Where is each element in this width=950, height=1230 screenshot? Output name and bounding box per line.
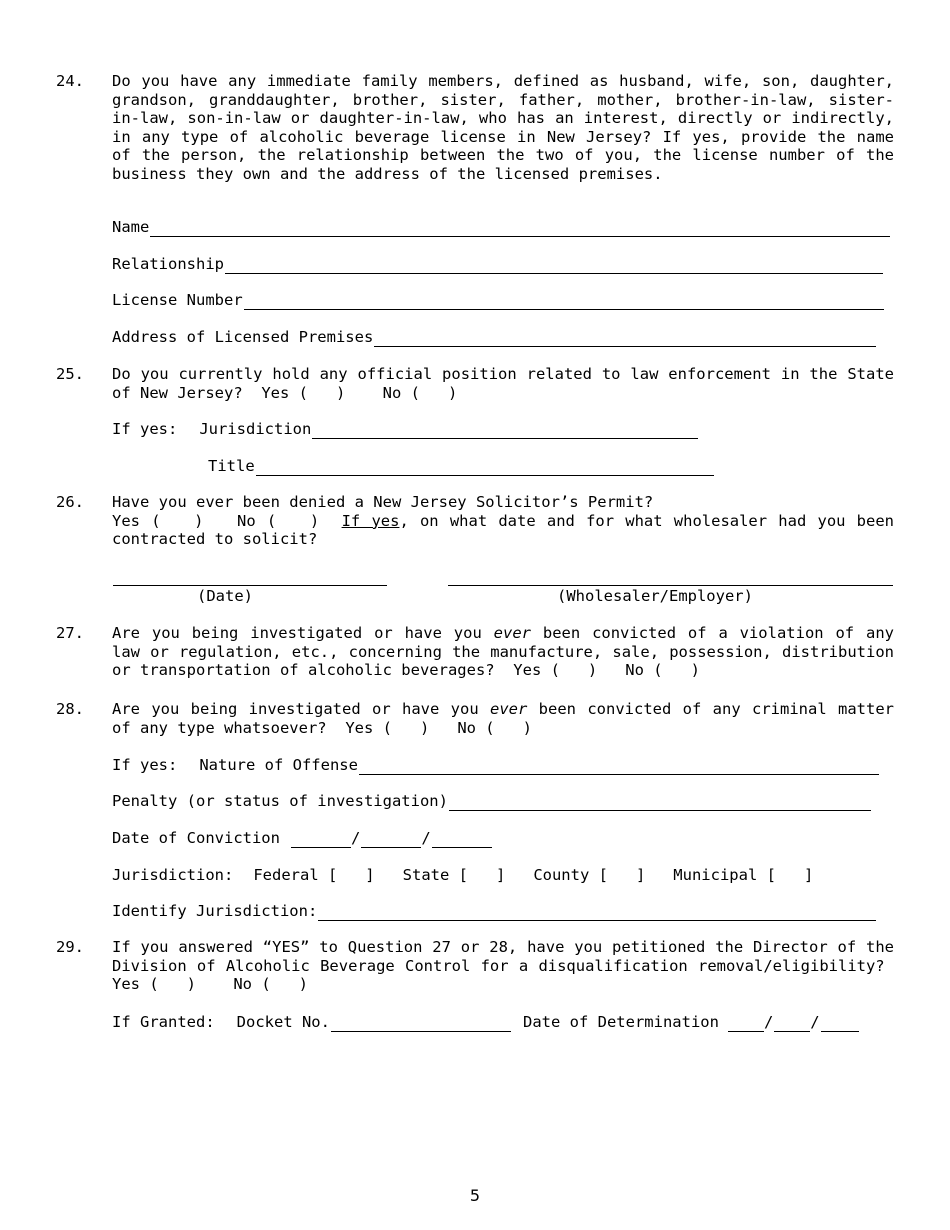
q24-relationship-row xyxy=(112,255,883,274)
if-yes-label: If yes: xyxy=(112,420,178,438)
municipal-checkbox[interactable]: Municipal [ ] xyxy=(673,866,814,884)
title-field[interactable] xyxy=(256,461,714,476)
question-number: 28. xyxy=(56,700,84,718)
wholesaler-field[interactable] xyxy=(448,571,893,586)
conviction-label: Date of Conviction xyxy=(112,829,280,847)
q25-text: Do you currently hold any official position related to law enforcement in the State of New Jersey? xyxy=(112,365,894,402)
identify-jurisdiction-field[interactable] xyxy=(318,906,876,921)
q26-no-checkbox[interactable]: No ( ) xyxy=(237,511,320,530)
q24-name-row xyxy=(112,218,890,237)
question-26 xyxy=(56,493,894,549)
question-29 xyxy=(56,938,894,994)
title-label: Title xyxy=(208,457,255,475)
q25-yes-checkbox[interactable]: Yes ( ) xyxy=(261,383,346,402)
q27-no-checkbox[interactable]: No ( ) xyxy=(625,661,700,680)
q26-text-line1: Have you ever been denied a New Jersey Solicitor’s Permit? xyxy=(112,493,654,511)
name-label: Name xyxy=(112,218,150,236)
date-field[interactable] xyxy=(113,571,387,586)
identify-jurisdiction-label: Identify Jurisdiction: xyxy=(112,902,318,920)
question-text xyxy=(112,365,894,402)
license-number-label: License Number xyxy=(112,291,243,309)
q27-text-a: Are you being investigated or have you xyxy=(112,624,482,642)
name-field[interactable] xyxy=(150,222,890,237)
jurisdiction-label: Jurisdiction xyxy=(199,420,312,438)
determination-label: Date of Determination xyxy=(522,1013,719,1031)
q25-jurisdiction-row xyxy=(112,420,698,439)
q28-penalty-row xyxy=(112,792,871,811)
q29-yes-checkbox[interactable]: Yes ( ) xyxy=(112,975,196,994)
question-number: 25. xyxy=(56,365,84,383)
address-label: Address of Licensed Premises xyxy=(112,328,374,346)
question-24 xyxy=(56,72,894,184)
if-granted-label: If Granted: xyxy=(112,1013,215,1031)
question-text xyxy=(112,700,894,737)
q27-text-b: been convicted of a violation of any law or regulation, etc., concerning the manufacture, sale, possession, distribution or transportation of alcoholic beverages? xyxy=(112,624,895,680)
relationship-field[interactable] xyxy=(225,259,883,274)
determination-month-field[interactable] xyxy=(728,1017,764,1032)
q29-text: If you answered “YES” to Question 27 or 28, have you petitioned the Director of the Division of Alcoholic Beverage Control for a disqualification removal/eligibility? xyxy=(112,938,894,975)
q28-offense-row xyxy=(112,756,879,775)
question-28 xyxy=(56,700,894,737)
state-checkbox[interactable]: State [ ] xyxy=(402,866,506,884)
q24-license-row xyxy=(112,291,884,310)
conviction-month-field[interactable] xyxy=(291,833,351,848)
question-text xyxy=(112,624,894,680)
q26-yes-checkbox[interactable]: Yes ( ) xyxy=(112,511,204,530)
if-yes-underlined: If yes xyxy=(341,511,400,530)
q28-no-checkbox[interactable]: No ( ) xyxy=(457,718,532,737)
penalty-label: Penalty (or status of investigation) xyxy=(112,792,448,810)
penalty-field[interactable] xyxy=(449,796,871,811)
conviction-year-field[interactable] xyxy=(432,833,492,848)
q27-yes-checkbox[interactable]: Yes ( ) xyxy=(513,661,598,680)
q28-yes-checkbox[interactable]: Yes ( ) xyxy=(345,718,430,737)
offense-label: Nature of Offense xyxy=(199,756,358,774)
license-number-field[interactable] xyxy=(244,295,884,310)
docket-field[interactable] xyxy=(331,1017,511,1032)
docket-label: Docket No. xyxy=(236,1013,330,1031)
if-yes-label: If yes: xyxy=(112,756,178,774)
relationship-label: Relationship xyxy=(112,255,224,273)
q28-text-a: Are you being investigated or have you xyxy=(112,700,479,718)
page-number: 5 xyxy=(469,1186,481,1205)
q25-title-row xyxy=(208,457,714,476)
offense-field[interactable] xyxy=(359,760,879,775)
conviction-day-field[interactable] xyxy=(361,833,421,848)
question-text xyxy=(112,493,894,549)
q28-identify-row xyxy=(112,902,876,921)
determination-day-field[interactable] xyxy=(774,1017,810,1032)
ever-emphasis: ever xyxy=(493,624,531,642)
q25-no-checkbox[interactable]: No ( ) xyxy=(382,383,458,402)
ever-emphasis: ever xyxy=(490,700,528,718)
address-field[interactable] xyxy=(374,332,876,347)
question-25 xyxy=(56,365,894,402)
jurisdiction-field[interactable] xyxy=(312,424,698,439)
date-caption: (Date) xyxy=(197,587,253,605)
county-checkbox[interactable]: County [ ] xyxy=(533,866,646,884)
jurisdiction-label: Jurisdiction: xyxy=(112,866,234,884)
q28-conviction-row: Date of Conviction / / xyxy=(112,829,492,848)
determination-year-field[interactable] xyxy=(821,1017,859,1032)
question-27 xyxy=(56,624,894,680)
federal-checkbox[interactable]: Federal [ ] xyxy=(253,866,375,884)
q28-jurisdiction-row xyxy=(112,866,813,885)
q28-text-b: been convicted of any criminal matter of any type whatsoever? xyxy=(112,700,894,737)
wholesaler-caption: (Wholesaler/Employer) xyxy=(557,587,753,605)
question-number: 29. xyxy=(56,938,84,956)
question-number: 27. xyxy=(56,624,84,642)
question-text xyxy=(112,938,894,994)
q26-text-rest: , on what date and for what wholesaler had you been contracted to solicit? xyxy=(112,511,895,549)
question-text: Do you have any immediate family members, defined as husband, wife, son, daughter, grandson, granddaughter, brother, sister, father, mother, brother-in-law, sister-in-law, son-in-law or daughter-in-law, who has an interest, directly or indirectly, in any type of alcoholic beverage license in New Jersey? If yes, provide the name of the person, the relationship between the two of you, the license number of the business they own and the address of the licensed premises. xyxy=(112,72,894,183)
q24-address-row xyxy=(112,328,876,347)
question-number: 24. xyxy=(56,72,84,90)
q29-no-checkbox[interactable]: No ( ) xyxy=(233,975,308,994)
question-number: 26. xyxy=(56,493,84,511)
q29-granted-row: If Granted: Docket No. Date of Determination / / xyxy=(112,1013,859,1032)
